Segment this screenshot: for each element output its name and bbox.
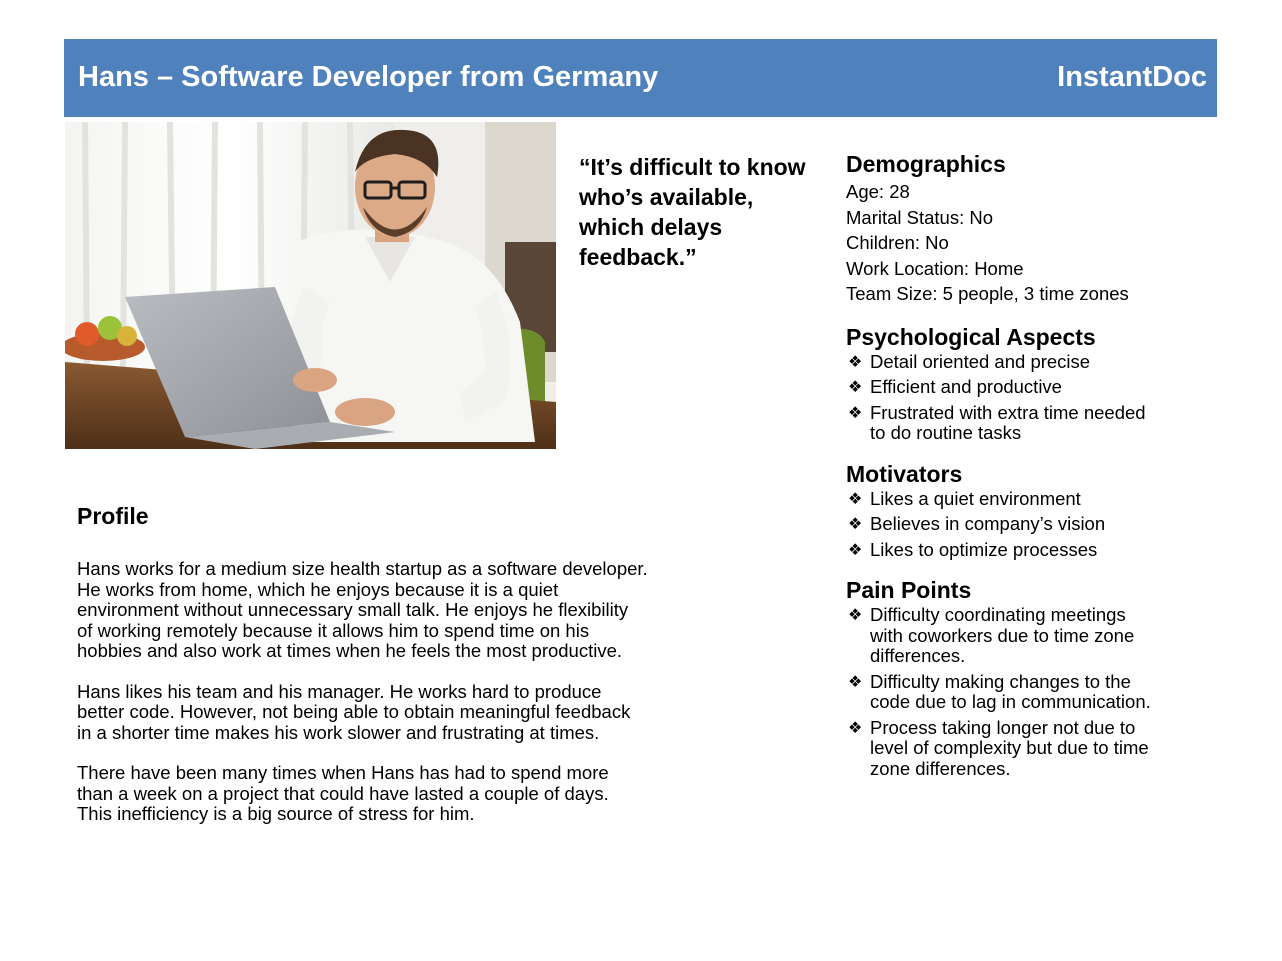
- list-item: ❖ Likes to optimize processes: [848, 538, 1098, 560]
- demographic-children: Children: No: [846, 232, 949, 253]
- profile-heading: Profile: [77, 503, 149, 529]
- list-item: ❖ Difficulty coordinating meetings with coworkers due to time zone differences.: [848, 604, 1135, 666]
- list-item: ❖ Detail oriented and precise: [848, 350, 1091, 372]
- profile-section: [77, 502, 757, 845]
- demographic-age: Age: 28: [846, 181, 910, 202]
- profile-paragraph: Hans works for a medium size health startup as a software developer. He works from home, which he enjoys because it is a quiet environment without unnecessary small talk. He enjoys he flexibility of working remotely because it allows him to spend time on his hobbies and also work at times when he feels the most productive.: [77, 558, 648, 661]
- persona-title: Hans – Software Developer from Germany: [78, 61, 659, 93]
- diamond-bullet-icon: ❖: [848, 351, 863, 371]
- diamond-bullet-icon: ❖: [848, 539, 863, 559]
- diamond-bullet-icon: ❖: [848, 605, 863, 624]
- brand-name: InstantDoc: [1057, 61, 1207, 93]
- motivators-list: [846, 489, 1226, 561]
- diamond-bullet-icon: ❖: [848, 488, 863, 508]
- demographic-team-size: Team Size: 5 people, 3 time zones: [846, 283, 1129, 304]
- list-item: ❖ Efficient and productive: [848, 376, 1062, 397]
- diamond-bullet-icon: ❖: [848, 377, 863, 396]
- list-item: ❖ Difficulty making changes to the code due to lag in communication.: [848, 670, 1151, 712]
- list-item: ❖ Frustrated with extra time needed to do routine tasks: [848, 401, 1146, 443]
- profile-paragraph: There have been many times when Hans has had to spend more than a week on a project that could have lasted a couple of days. This inefficiency is a big source of stress for him.: [77, 762, 609, 824]
- persona-photo: [65, 122, 556, 449]
- diamond-bullet-icon: ❖: [848, 514, 863, 533]
- persona-details: [846, 150, 1226, 795]
- persona-quote: “It’s difficult to know who’s available, which delays feedback.”: [579, 154, 806, 270]
- profile-paragraph: Hans likes his team and his manager. He works hard to produce better code. However, not being able to obtain meaningful feedback in a shorter time makes his work slower and frustrating at times.: [77, 680, 631, 743]
- psychological-heading: Psychological Aspects: [846, 323, 1096, 350]
- demographics-heading: Demographics: [846, 151, 1006, 177]
- list-item: ❖ Believes in company’s vision: [848, 513, 1106, 534]
- psychological-list: [846, 352, 1226, 444]
- diamond-bullet-icon: ❖: [848, 671, 863, 691]
- diamond-bullet-icon: ❖: [848, 402, 863, 422]
- demographics-section: [846, 150, 1226, 307]
- title-banner: [64, 39, 1217, 117]
- list-item: ❖ Process taking longer not due to level of complexity but due to time zone differences.: [848, 716, 1149, 779]
- pain-points-list: [846, 605, 1226, 779]
- list-item: ❖ Likes a quiet environment: [848, 487, 1081, 509]
- pain-points-heading: Pain Points: [846, 577, 972, 603]
- demographic-marital-status: Marital Status: No: [846, 206, 994, 228]
- diamond-bullet-icon: ❖: [848, 717, 863, 737]
- psychological-section: [846, 323, 1226, 444]
- demographic-work-location: Work Location: Home: [846, 257, 1024, 279]
- pain-points-section: [846, 576, 1226, 779]
- motivators-section: [846, 460, 1226, 561]
- motivators-heading: Motivators: [846, 460, 963, 487]
